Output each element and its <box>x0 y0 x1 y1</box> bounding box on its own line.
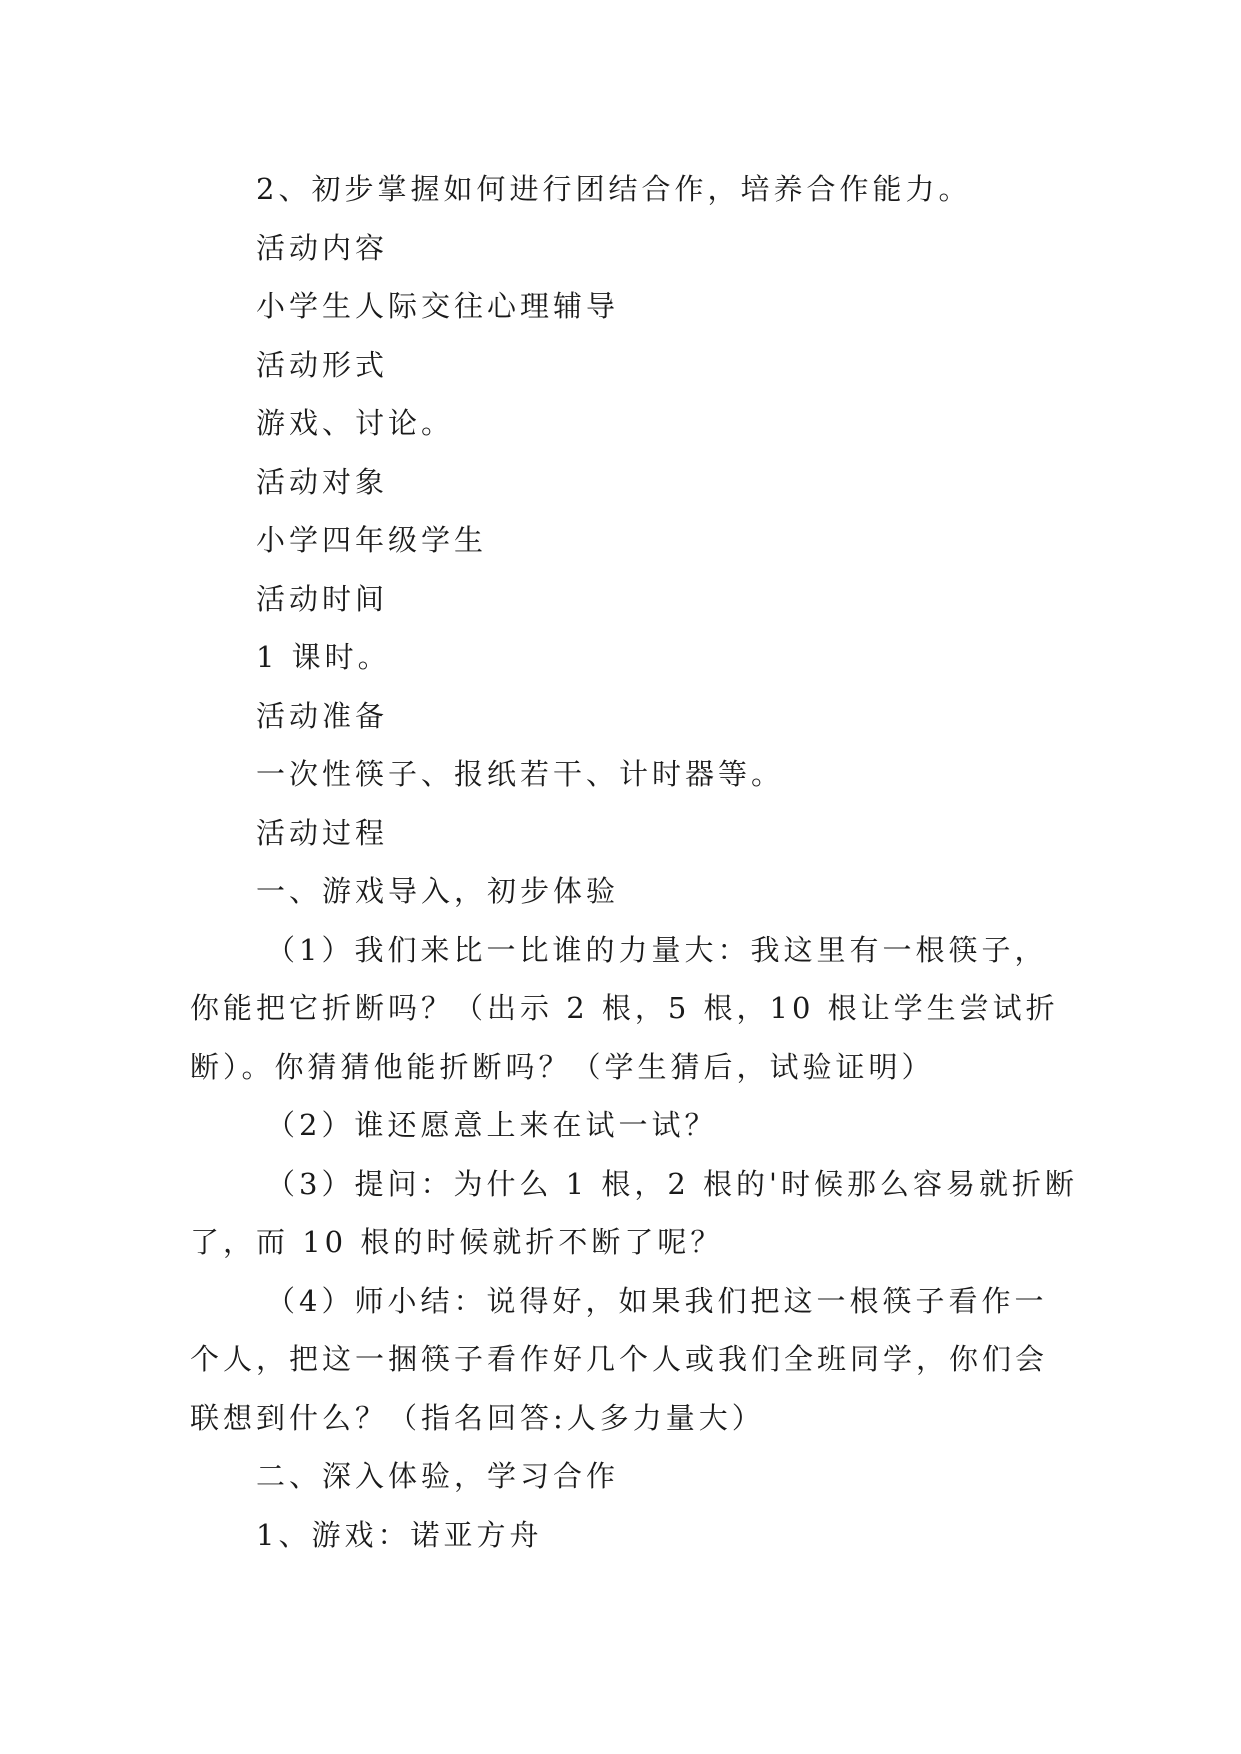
heading-activity-process: 活动过程 <box>256 815 389 850</box>
paragraph-4-line-3: 联想到什么？（指名回答:人多力量大） <box>190 1400 765 1435</box>
paragraph-4-line-1: （4）师小结：说得好，如果我们把这一根筷子看作一 <box>266 1283 1048 1318</box>
section-2-heading: 二、深入体验，学习合作 <box>256 1459 620 1493</box>
section-1-heading: 一、游戏导入，初步体验 <box>256 874 620 908</box>
paragraph-2 <box>190 1096 1052 1155</box>
paragraph-1-line-3: 断）。你猜猜他能折断吗？（学生猜后，试验证明） <box>190 1049 935 1084</box>
paragraph-1-line-1: （1）我们来比一比谁的力量大：我这里有一根筷子， <box>266 932 1048 967</box>
paragraph-3 <box>190 1155 1078 1272</box>
activity-target-text: 小学四年级学生 <box>256 523 488 557</box>
paragraph-3-line-1: （3）提问：为什么 1 根，2 根的'时候那么容易就折断 <box>266 1166 1078 1201</box>
activity-time-text: 1 课时。 <box>256 640 391 674</box>
document-body <box>190 160 1078 1564</box>
game-1-title: 1、游戏：诺亚方舟 <box>256 1517 543 1552</box>
paragraph-1 <box>190 921 1059 1097</box>
heading-activity-preparation: 活动准备 <box>256 698 389 733</box>
paragraph-4-line-2: 个人，把这一捆筷子看作好几个人或我们全班同学，你们会 <box>190 1342 1049 1376</box>
paragraph-2-line-1: （2）谁还愿意上来在试一试？ <box>266 1108 718 1142</box>
heading-activity-form: 活动形式 <box>256 347 389 382</box>
paragraph-3-line-2: 了，而 10 根的时候就折不断了呢？ <box>190 1225 724 1259</box>
activity-form-text: 游戏、讨论。 <box>256 406 455 440</box>
heading-activity-time: 活动时间 <box>256 581 389 616</box>
activity-content-text: 小学生人际交往心理辅导 <box>256 289 620 323</box>
heading-activity-target: 活动对象 <box>256 464 389 499</box>
paragraph-4 <box>190 1272 1052 1448</box>
activity-preparation-text: 一次性筷子、报纸若干、计时器等。 <box>256 757 785 791</box>
heading-activity-content: 活动内容 <box>256 230 389 265</box>
paragraph-1-line-2: 你能把它折断吗？（出示 2 根，5 根，10 根让学生尝试折 <box>190 991 1059 1025</box>
goal-line-2: 2、初步掌握如何进行团结合作，培养合作能力。 <box>256 172 972 206</box>
